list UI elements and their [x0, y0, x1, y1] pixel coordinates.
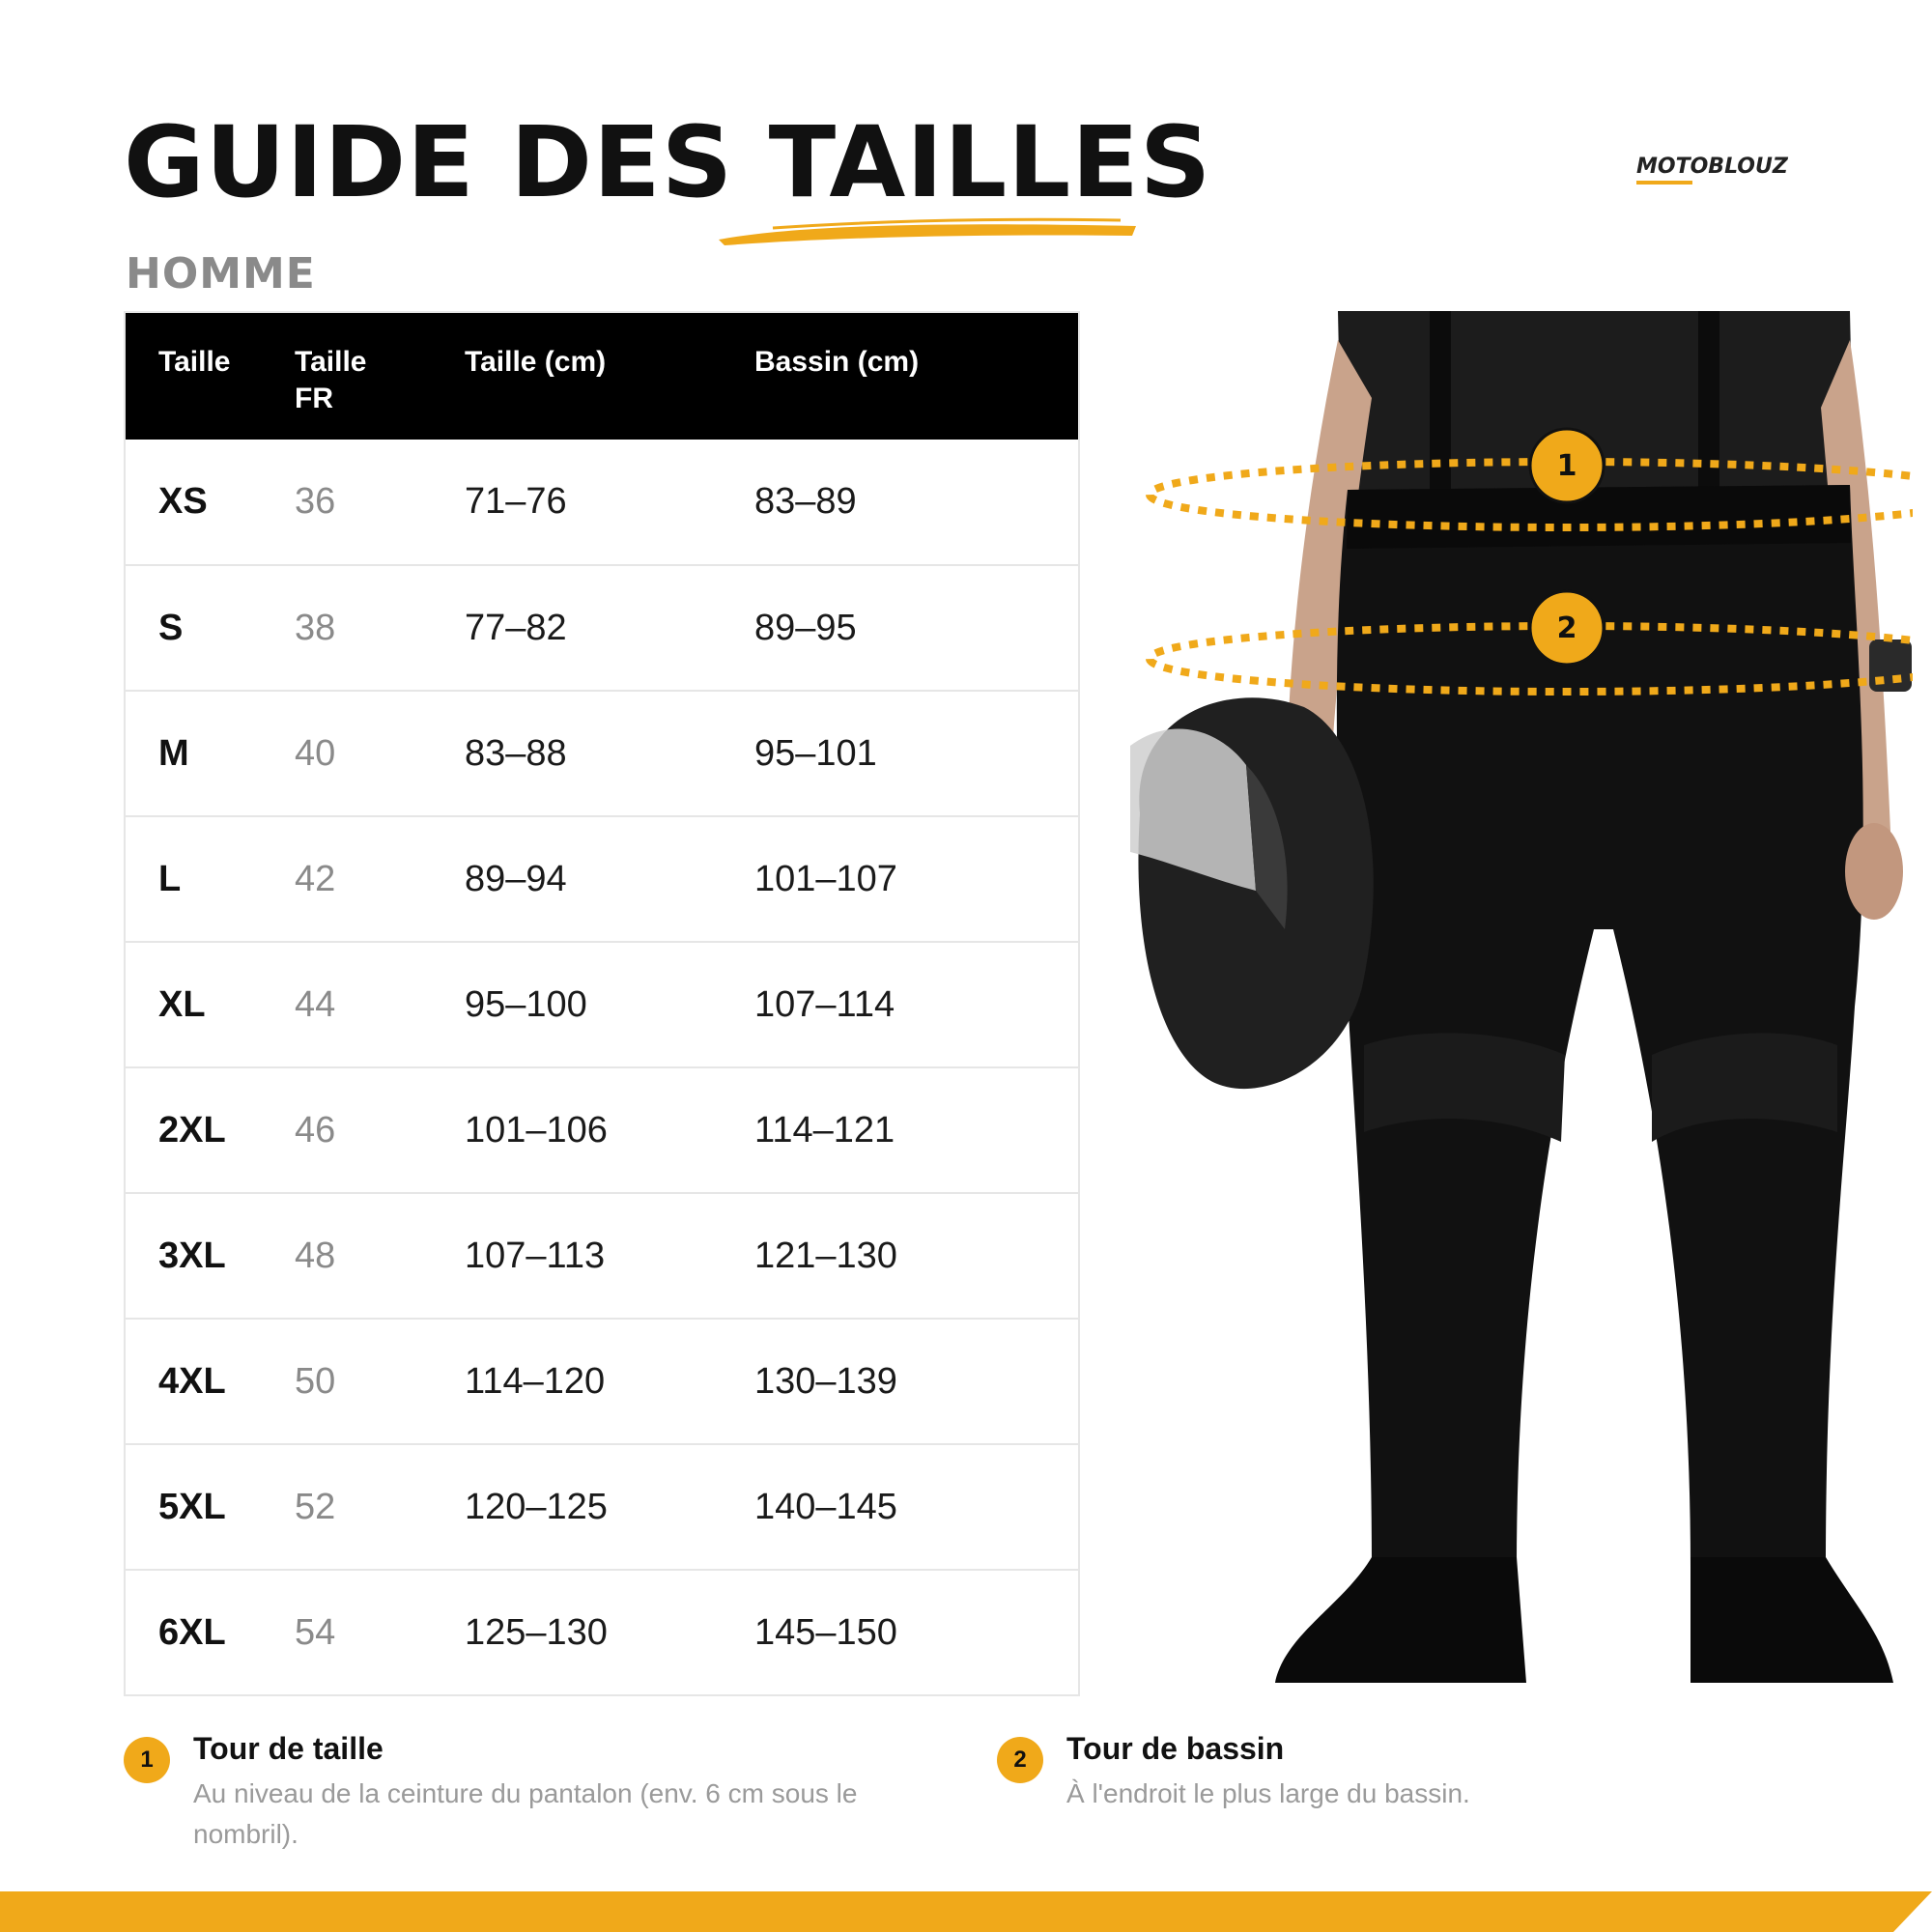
- cell-hip: 145–150: [754, 1570, 1079, 1695]
- cell-size-fr: 46: [295, 1067, 465, 1193]
- brush-underline: [715, 214, 1140, 247]
- table-row: [125, 1319, 1079, 1444]
- cell-size: 4XL: [125, 1319, 295, 1444]
- cell-waist: 83–88: [465, 691, 754, 816]
- cell-size: XS: [158, 481, 208, 522]
- header-waist-label: Taille (cm): [465, 346, 607, 378]
- header-size-label: Taille: [158, 346, 231, 378]
- cell-size-fr: 42: [295, 816, 465, 942]
- footer-accent-bar: [0, 1891, 1932, 1932]
- marker-2-label: 2: [1556, 611, 1577, 645]
- legend-2-description: À l'endroit le plus large du bassin.: [1066, 1778, 1470, 1808]
- cell-size-fr: 48: [295, 1193, 465, 1319]
- cell-size-fr: 50: [295, 1319, 465, 1444]
- cell-hip: 89–95: [754, 565, 1079, 691]
- cell-size-fr: 54: [295, 1570, 465, 1695]
- cell-hip: 101–107: [754, 816, 1079, 942]
- page-title: GUIDE DES TAILLES: [124, 105, 1212, 220]
- cell-hip: 140–145: [754, 1444, 1079, 1570]
- cell-waist: 125–130: [465, 1570, 754, 1695]
- helmet-icon: [1130, 697, 1374, 1089]
- brand-logo-bar: [1636, 181, 1692, 185]
- pants-shape: [1337, 485, 1863, 1567]
- marker-1-label: 1: [1556, 449, 1577, 483]
- cell-size-fr: 38: [295, 565, 465, 691]
- header-size: [125, 312, 295, 440]
- boot-left: [1275, 1557, 1526, 1683]
- table-row: [125, 440, 1079, 565]
- table-row: [125, 1570, 1079, 1695]
- brand-logo-text: MOTOBLOUZ: [1636, 155, 1788, 179]
- table-row: [125, 691, 1079, 816]
- header-size-fr-line1: Taille: [295, 346, 367, 378]
- header-hip-label: Bassin (cm): [754, 346, 920, 378]
- cell-hip: 114–121: [754, 1067, 1079, 1193]
- cell-size-fr: 40: [295, 691, 465, 816]
- legend-2-badge: 2: [997, 1737, 1043, 1783]
- cell-size: 3XL: [125, 1193, 295, 1319]
- legend-1-description: Au niveau de la ceinture du pantalon (env. 6 cm sous le nombril).: [193, 1778, 858, 1849]
- legend-1-title: Tour de taille: [193, 1731, 384, 1766]
- watch-shape: [1869, 639, 1912, 692]
- header-size-fr-line2: FR: [295, 383, 333, 414]
- table-row: [125, 1193, 1079, 1319]
- boot-right: [1690, 1557, 1893, 1683]
- size-table-header-row: [125, 312, 1079, 440]
- size-table-header: [125, 312, 1079, 440]
- legend-2-title: Tour de bassin: [1066, 1731, 1285, 1766]
- cell-waist: 89–94: [465, 816, 754, 942]
- cell-size-fr: 36: [295, 481, 336, 522]
- table-row: [125, 942, 1079, 1067]
- size-table: [124, 311, 1080, 1696]
- right-hand-shape: [1845, 823, 1903, 920]
- waistband-shape: [1347, 485, 1851, 549]
- cell-waist: 71–76: [465, 481, 567, 522]
- header-waist: [465, 312, 754, 440]
- cell-waist: 77–82: [465, 565, 754, 691]
- cell-hip: 130–139: [754, 1319, 1079, 1444]
- cell-size: XL: [125, 942, 295, 1067]
- cell-size-fr: 52: [295, 1444, 465, 1570]
- size-table-body: [125, 440, 1079, 1695]
- cell-size: S: [125, 565, 295, 691]
- table-row: [125, 816, 1079, 942]
- page-subtitle: HOMME: [126, 249, 316, 298]
- cell-size: 2XL: [125, 1067, 295, 1193]
- cell-hip: 107–114: [754, 942, 1079, 1067]
- cell-size: 6XL: [125, 1570, 295, 1695]
- legend-1-badge: 1: [124, 1737, 170, 1783]
- table-row: [125, 565, 1079, 691]
- header-hip: [754, 312, 1079, 440]
- cell-waist: 120–125: [465, 1444, 754, 1570]
- cell-hip: 83–89: [754, 481, 857, 522]
- header-size-fr: [295, 312, 465, 440]
- cell-hip: 121–130: [754, 1193, 1079, 1319]
- cell-waist: 114–120: [465, 1319, 754, 1444]
- cell-size: M: [125, 691, 295, 816]
- cell-waist: 107–113: [465, 1193, 754, 1319]
- table-row: [125, 1444, 1079, 1570]
- cell-size: L: [125, 816, 295, 942]
- cell-waist: 95–100: [465, 942, 754, 1067]
- cell-waist: 101–106: [465, 1067, 754, 1193]
- cell-size: 5XL: [125, 1444, 295, 1570]
- cell-size-fr: 44: [295, 942, 465, 1067]
- brand-logo: [1636, 155, 1788, 185]
- table-row: [125, 1067, 1079, 1193]
- model-photo: [1111, 311, 1913, 1702]
- cell-hip: 95–101: [754, 691, 1079, 816]
